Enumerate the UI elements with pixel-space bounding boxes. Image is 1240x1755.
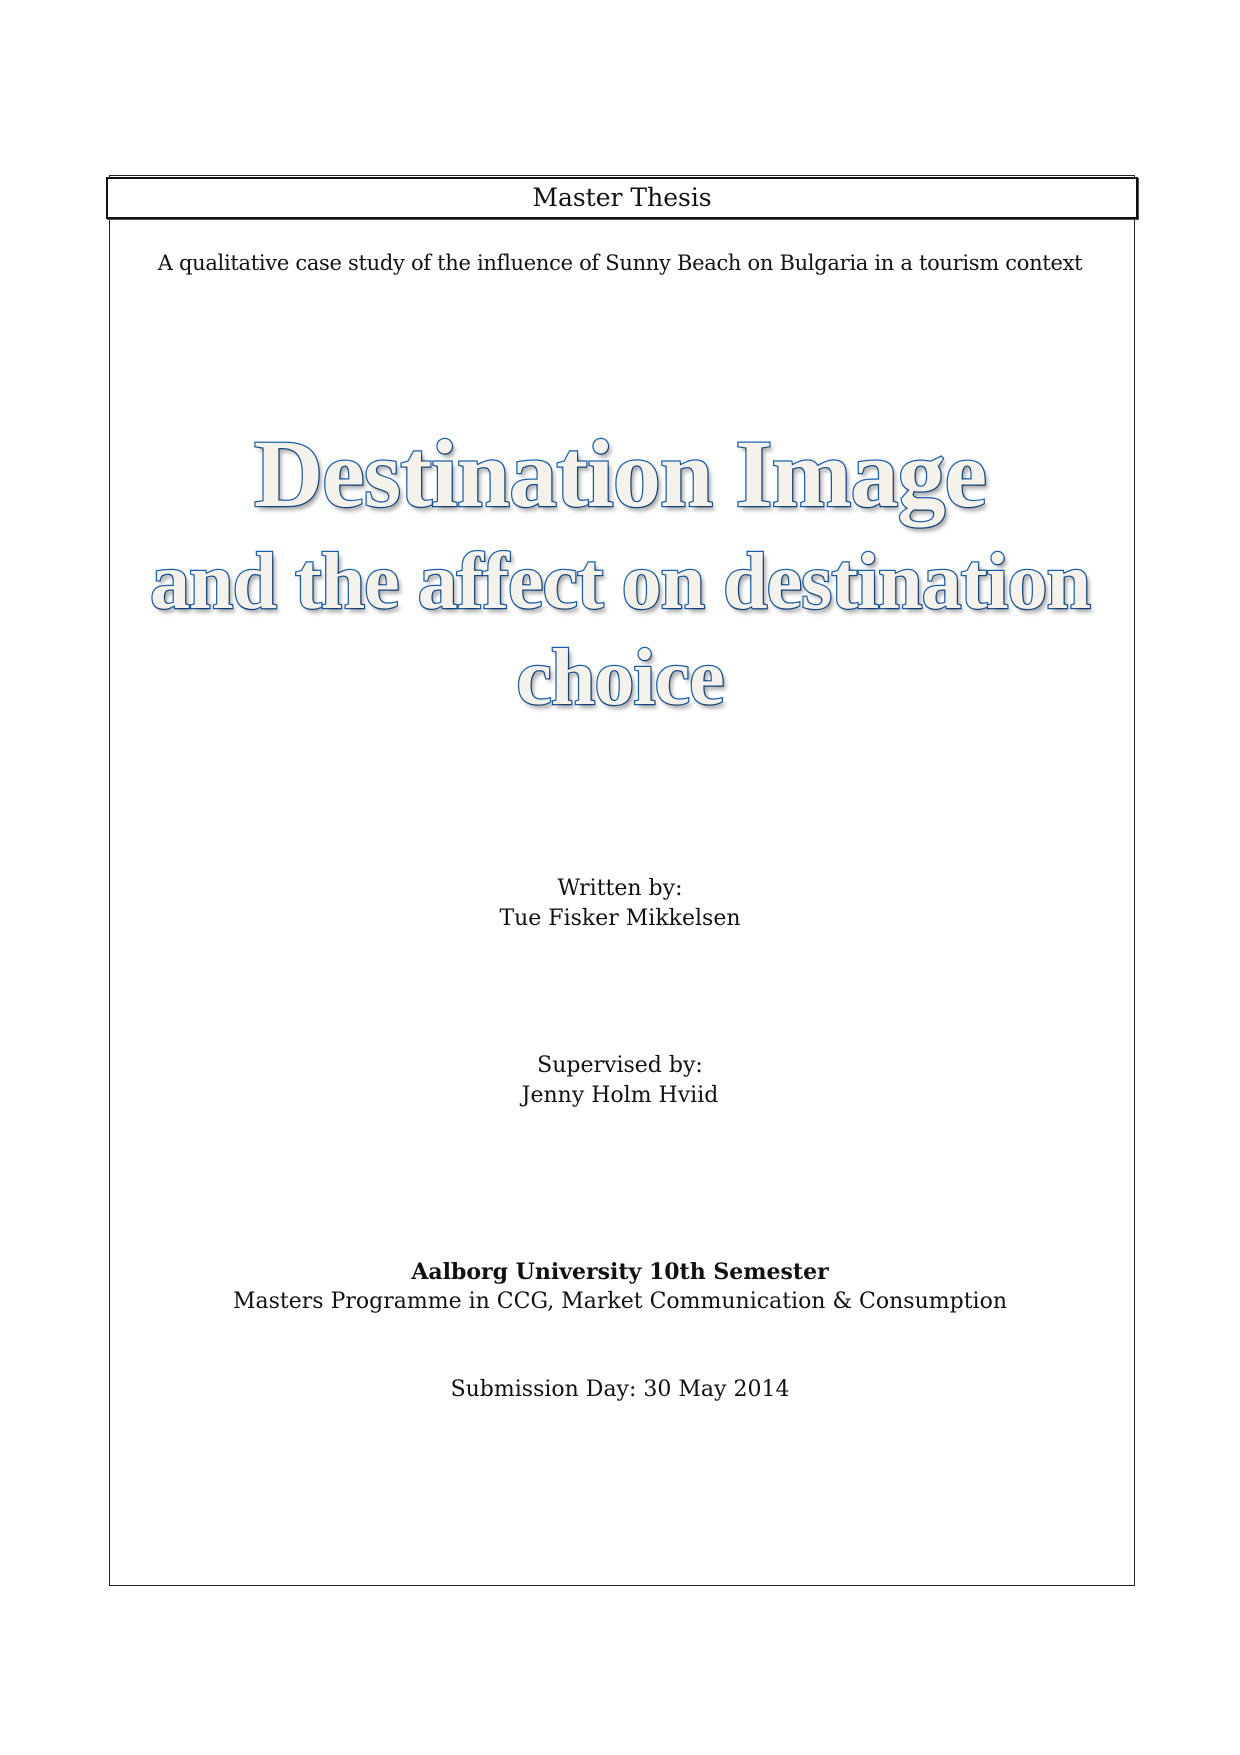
document-type: Master Thesis — [532, 183, 712, 212]
title-line-2: and the affect on destination — [150, 538, 1090, 626]
title-line-3: choice — [516, 634, 724, 722]
title-line-1: Destination Image — [253, 420, 987, 527]
submission-date: Submission Day: 30 May 2014 — [450, 1377, 790, 1402]
institution-name: Aalborg University 10th Semester — [411, 1259, 829, 1285]
author-label: Written by: — [557, 876, 683, 901]
author-name: Tue Fisker Mikkelsen — [499, 906, 741, 931]
subtitle: A qualitative case study of the influence of Sunny Beach on Bulgaria in a tourism context — [157, 251, 1083, 275]
programme-name: Masters Programme in CCG, Market Communication & Consumption — [232, 1289, 1007, 1314]
supervisor-label: Supervised by: — [537, 1053, 703, 1078]
supervisor-name: Jenny Holm Hviid — [521, 1083, 719, 1108]
